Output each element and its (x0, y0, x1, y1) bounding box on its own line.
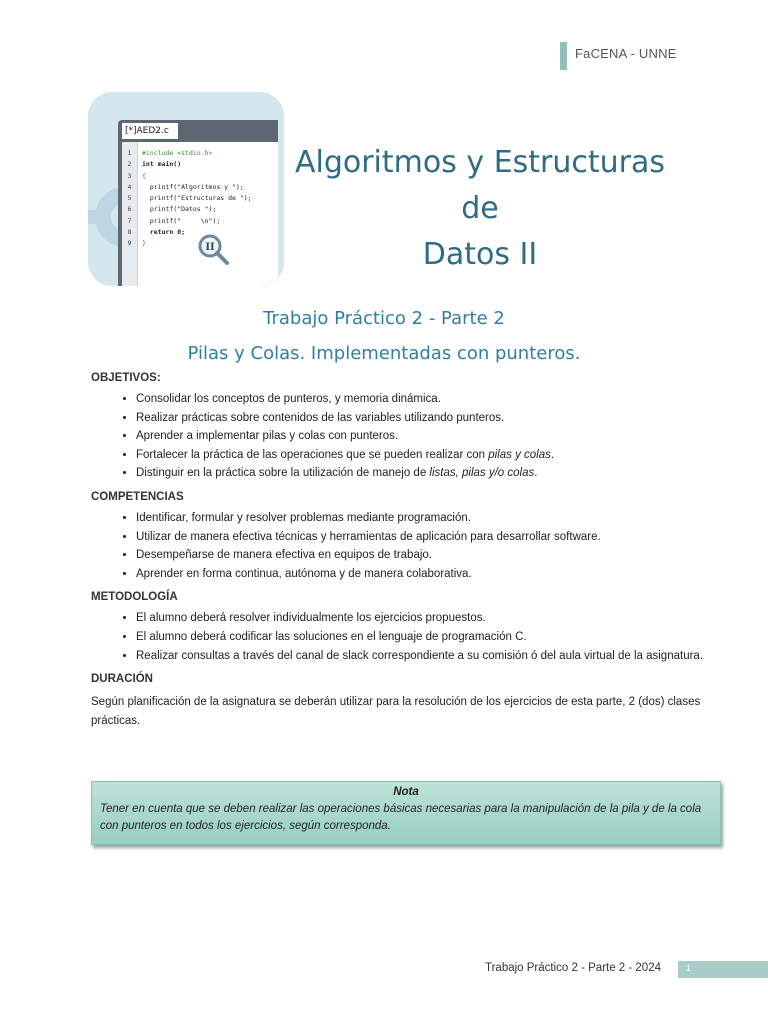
duracion-heading: DURACIÓN (91, 673, 153, 686)
line-numbers (122, 142, 138, 286)
list-item: • Utilizar de manera efectiva técnicas y herramientas de aplicación para desarrollar software. (136, 528, 721, 547)
title-line: Algoritmos y Estructuras de (294, 145, 666, 226)
note-text: Tener en cuenta que se deben realizar las operaciones básicas necesarias para la manipulación de la pila y de la cola con punteros en todos los ejercicios, según corresponda. (100, 803, 702, 832)
list-item-period: . (550, 448, 555, 461)
title-line: Datos II (422, 237, 538, 272)
code-line: printf("Datos "); (142, 205, 217, 214)
line-number: 3 (127, 171, 132, 180)
list-item-emphasis: listas, pilas y/o colas (429, 467, 535, 480)
footer-accent-bar (678, 961, 768, 978)
competencias-heading: COMPETENCIAS (91, 490, 184, 503)
page-number: 1 (686, 963, 692, 973)
list-item: • Consolidar los conceptos de punteros, y memoria dinámica. (136, 390, 721, 409)
subtitle-topic: Pilas y Colas. Implementadas con punteros. (187, 343, 581, 364)
code-line: #include <stdio.h> (142, 149, 213, 157)
code-line: { (142, 171, 146, 180)
code-line: } (142, 239, 146, 248)
magnifier-icon (196, 232, 230, 266)
list-item-text: Fortalecer la práctica de las operaciones que se pueden realizar con (136, 448, 489, 461)
list-item: • Aprender a implementar pilas y colas con punteros. (136, 427, 721, 446)
subtitle-practice: Trabajo Práctico 2 - Parte 2 (263, 308, 505, 329)
course-logo (88, 92, 284, 286)
list-item: • El alumno deberá resolver individualmente los ejercicios propuestos. (136, 609, 721, 628)
competencias-list (91, 509, 721, 583)
document-body (91, 372, 721, 730)
line-number: 1 (127, 149, 132, 157)
list-item-text: Distinguir en la práctica sobre la utilización de manejo de (136, 467, 430, 480)
metodologia-heading: METODOLOGÍA (91, 591, 178, 604)
line-number: 4 (127, 182, 132, 191)
objetivos-heading: OBJETIVOS: (91, 372, 161, 384)
code-line: printf(" \n"); (142, 216, 221, 225)
footer-text: Trabajo Práctico 2 - Parte 2 - 2024 (485, 962, 661, 974)
document-title (280, 140, 680, 278)
code-line: printf("Algoritmos y "); (142, 182, 244, 191)
list-item: • Realizar prácticas sobre contenidos de las variables utilizando punteros. (136, 409, 721, 428)
header-org: FaCENA - UNNE (575, 46, 677, 61)
code-tab: [*]AED2.c (122, 123, 178, 139)
logo-badge: II (205, 242, 215, 253)
line-number: 5 (127, 194, 132, 203)
line-number: 6 (127, 205, 132, 214)
list-item: • Aprender en forma continua, autónoma y de manera colaborativa. (136, 565, 721, 584)
header-accent-bar (560, 42, 567, 70)
line-number: 7 (127, 216, 132, 225)
list-item: • Realizar consultas a través del canal de slack correspondiente a su comisión ó del aula virtual de la asignatura. (136, 647, 721, 666)
objetivos-list (91, 390, 721, 483)
list-item (136, 464, 721, 483)
list-item-period: . (534, 467, 538, 480)
list-item (136, 446, 721, 465)
code-line: int main() (142, 160, 182, 169)
list-item: • El alumno deberá codificar las soluciones en el lenguaje de programación C. (136, 628, 721, 647)
line-number: 9 (127, 239, 132, 248)
duracion-text: Según planificación de la asignatura se deberán utilizar para la resolución de los ejercicios de esta parte, 2 (dos) clases prácticas. (91, 696, 701, 727)
code-line: printf("Estructuras de "); (142, 194, 252, 203)
note-title: Nota (393, 786, 419, 798)
list-item: • Identificar, formular y resolver problemas mediante programación. (136, 509, 721, 528)
line-number: 2 (127, 160, 132, 169)
code-line: return 0; (142, 228, 186, 237)
list-item: • Desempeñarse de manera efectiva en equipos de trabajo. (136, 546, 721, 565)
line-number: 8 (127, 228, 132, 237)
note-box (91, 781, 721, 845)
code-lines (138, 142, 252, 286)
list-item-emphasis: pilas y colas (488, 448, 551, 461)
metodologia-list (91, 609, 721, 665)
